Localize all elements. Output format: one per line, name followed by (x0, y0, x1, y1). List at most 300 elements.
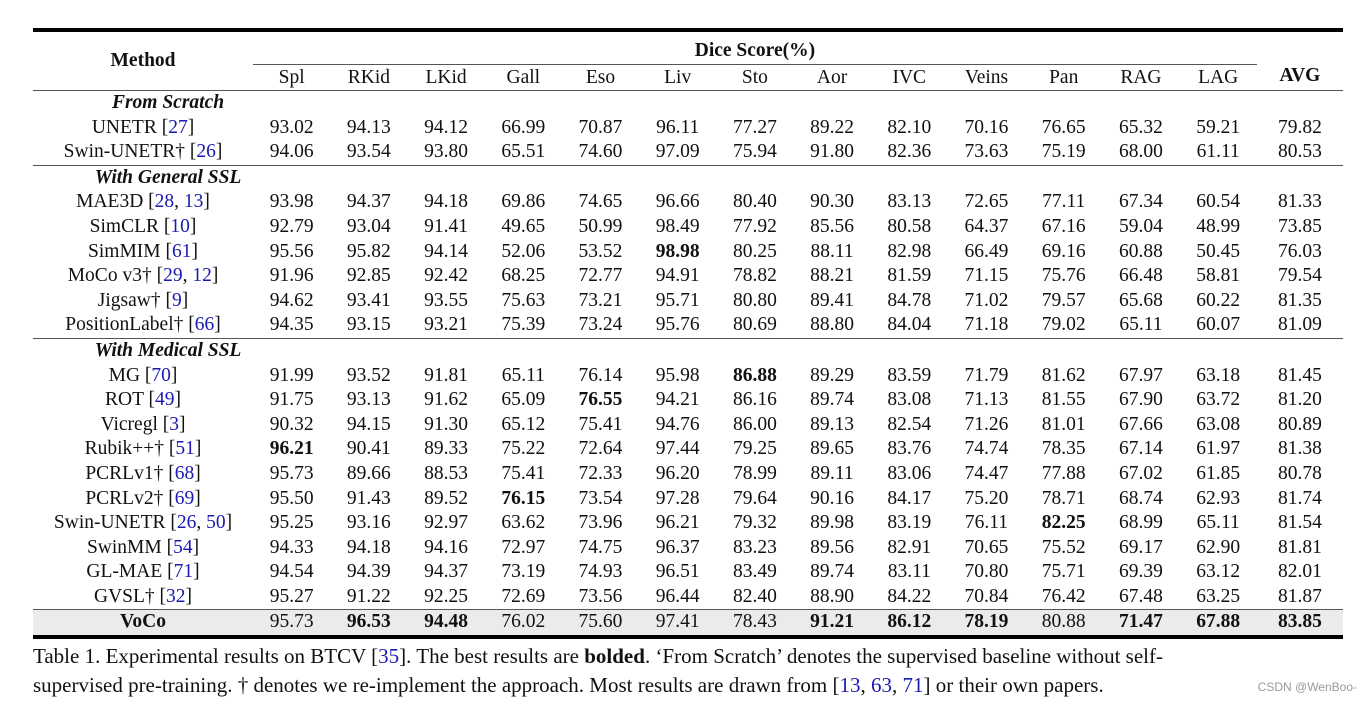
score-cell-lkid: 91.41 (424, 215, 468, 237)
score-cell-sto: 78.82 (732, 265, 777, 287)
score-cell-sto: 78.43 (716, 610, 793, 637)
score-cell-liv: 95.76 (639, 313, 716, 338)
column-header-pan: Pan (1025, 65, 1102, 91)
results-table (33, 28, 1343, 639)
score-cell-ivc: 82.54 (887, 413, 932, 435)
citation-link[interactable]: 54 (173, 536, 193, 558)
citation-link[interactable]: 51 (175, 438, 195, 460)
score-cell-sto: 79.32 (732, 512, 777, 534)
citation-link[interactable]: 26 (196, 141, 216, 163)
score-cell-gall: 75.22 (501, 438, 546, 460)
method-cell: ROT [49] (105, 389, 182, 411)
column-header-aor: Aor (793, 65, 870, 91)
score-cell-pan: 77.88 (1041, 462, 1086, 484)
score-cell-lag: 58.81 (1196, 265, 1241, 287)
score-cell-gall: 75.63 (501, 289, 546, 311)
score-cell-sto: 80.80 (732, 289, 777, 311)
score-cell-pan: 77.11 (1042, 191, 1086, 213)
score-cell-gall: 65.51 (485, 140, 562, 165)
score-cell-veins: 70.80 (964, 561, 1009, 583)
score-cell-aor: 90.16 (810, 487, 855, 509)
score-cell-veins: 71.26 (964, 413, 1009, 435)
empty-cell (871, 338, 948, 363)
citation-link[interactable]: 10 (170, 215, 190, 237)
score-cell-gall: 76.15 (501, 487, 546, 509)
dagger-mark: † (141, 265, 152, 287)
score-cell-lag: 63.25 (1180, 585, 1257, 610)
score-cell-aor: 85.56 (810, 215, 855, 237)
score-cell-rag: 71.47 (1102, 610, 1179, 637)
table-row (33, 560, 1343, 585)
citation-link[interactable]: 50 (206, 512, 226, 534)
empty-cell (716, 165, 793, 190)
empty-cell (1102, 165, 1179, 190)
empty-cell (948, 165, 1025, 190)
score-cell-lag: 60.22 (1196, 289, 1241, 311)
score-cell-gall: 72.69 (485, 585, 562, 610)
score-cell-lkid: 94.14 (424, 240, 468, 262)
score-cell-sto: 80.69 (716, 313, 793, 338)
score-cell-lkid: 94.16 (424, 536, 468, 558)
score-cell-ivc: 84.17 (887, 487, 932, 509)
score-cell-eso: 75.41 (578, 413, 623, 435)
avg-cell: 81.81 (1277, 536, 1322, 558)
empty-cell (793, 338, 870, 363)
score-cell-spl: 91.75 (269, 389, 314, 411)
method-name: UNETR (91, 116, 157, 138)
score-cell-eso: 70.87 (578, 116, 623, 138)
method-cell: MG [70] (108, 364, 178, 386)
caption-text: supervised pre-training. † denotes we re-implement the approach. Most results are drawn from [ (33, 673, 840, 697)
empty-cell (1257, 91, 1343, 116)
score-cell-lkid: 92.97 (424, 512, 468, 534)
citation-link[interactable]: 32 (166, 585, 186, 607)
score-cell-sto: 75.94 (716, 140, 793, 165)
score-cell-spl: 95.73 (269, 462, 314, 484)
score-cell-sto: 77.92 (732, 215, 777, 237)
score-cell-veins: 78.19 (948, 610, 1025, 637)
empty-cell (253, 165, 330, 190)
score-cell-rag: 67.66 (1118, 413, 1163, 435)
citation-link[interactable]: 61 (172, 240, 192, 262)
score-cell-ivc: 86.12 (871, 610, 948, 637)
score-cell-rag: 67.02 (1118, 462, 1163, 484)
score-cell-sto: 79.25 (732, 438, 777, 460)
method-cell: Jigsaw† [9] (97, 289, 189, 311)
empty-cell (253, 338, 330, 363)
table-row (33, 364, 1343, 389)
score-cell-liv: 96.20 (655, 462, 700, 484)
score-cell-lkid: 94.48 (407, 610, 484, 637)
method-cell: PCRLv1† [68] (85, 462, 201, 484)
method-name: Swin-UNETR (63, 141, 176, 163)
citation-link[interactable]: 35 (378, 644, 400, 668)
dice-score-header: Dice Score(%) (253, 30, 1257, 65)
method-name: VoCo (33, 610, 253, 637)
score-cell-rag: 67.90 (1118, 389, 1163, 411)
method-name: Vicregl (100, 413, 158, 435)
citation-link[interactable]: 70 (151, 364, 171, 386)
method-cell: PCRLv2† [69] (85, 487, 201, 509)
empty-cell (948, 338, 1025, 363)
score-cell-aor: 91.21 (793, 610, 870, 637)
dagger-mark: † (173, 314, 184, 336)
empty-cell (639, 165, 716, 190)
score-cell-rkid: 92.85 (346, 265, 391, 287)
score-cell-rag: 60.88 (1118, 240, 1163, 262)
column-header-eso: Eso (562, 65, 639, 91)
avg-cell: 81.74 (1277, 487, 1322, 509)
citation-link[interactable]: 66 (194, 314, 215, 336)
citation-link[interactable]: 71 (173, 561, 194, 583)
score-cell-lkid: 88.53 (424, 462, 468, 484)
table-row (33, 388, 1343, 413)
citation-link[interactable]: 9 (172, 289, 182, 311)
score-cell-lag: 59.21 (1196, 116, 1241, 138)
score-cell-lkid: 93.55 (424, 289, 468, 311)
score-cell-sto: 80.25 (732, 240, 777, 262)
score-cell-rkid: 94.18 (346, 536, 391, 558)
avg-cell: 76.03 (1277, 240, 1322, 262)
table-row (33, 264, 1343, 289)
empty-cell (562, 338, 639, 363)
score-cell-pan: 69.16 (1041, 240, 1086, 262)
column-header-rkid: RKid (330, 65, 407, 91)
score-cell-sto: 82.40 (716, 585, 793, 610)
score-cell-gall: 69.86 (501, 191, 546, 213)
score-cell-ivc: 83.08 (887, 389, 932, 411)
score-cell-liv: 96.21 (655, 512, 700, 534)
table-row (33, 437, 1343, 462)
score-cell-rkid: 94.13 (346, 116, 391, 138)
score-cell-aor: 88.21 (810, 265, 855, 287)
caption-text: Table 1. Experimental results on BTCV [ (33, 644, 379, 668)
empty-cell (1257, 165, 1343, 190)
score-cell-rkid: 94.15 (346, 413, 391, 435)
score-cell-sto: 77.27 (732, 116, 777, 138)
score-cell-spl: 91.96 (269, 265, 314, 287)
score-cell-veins: 74.47 (964, 462, 1009, 484)
method-cell: GVSL† [32] (33, 585, 253, 610)
score-cell-rkid: 94.37 (346, 191, 391, 213)
empty-cell (330, 338, 407, 363)
score-cell-pan: 79.02 (1025, 313, 1102, 338)
score-cell-aor: 89.56 (810, 536, 855, 558)
score-cell-liv: 97.41 (639, 610, 716, 637)
score-cell-liv: 95.71 (655, 289, 700, 311)
section-header-row (33, 165, 1343, 190)
score-cell-rkid: 93.16 (346, 512, 391, 534)
column-header-gall: Gall (485, 65, 562, 91)
score-cell-lag: 61.97 (1196, 438, 1241, 460)
citation-link[interactable]: 3 (169, 413, 179, 435)
score-cell-lkid: 94.37 (424, 561, 468, 583)
method-name: Swin-UNETR (53, 512, 166, 534)
avg-cell: 81.87 (1257, 585, 1343, 610)
score-cell-gall: 49.65 (501, 215, 546, 237)
score-cell-pan: 76.65 (1041, 116, 1086, 138)
score-cell-lkid: 93.80 (407, 140, 484, 165)
score-cell-spl: 94.62 (269, 289, 314, 311)
score-cell-rkid: 93.13 (346, 389, 391, 411)
score-cell-aor: 89.74 (810, 561, 855, 583)
empty-cell (562, 91, 639, 116)
empty-cell (485, 91, 562, 116)
method-cell: SimCLR [10] (89, 215, 197, 237)
score-cell-eso: 74.60 (562, 140, 639, 165)
citation-link[interactable]: 69 (174, 487, 195, 509)
method-name: SwinMM (86, 536, 162, 558)
score-cell-liv: 94.21 (655, 389, 700, 411)
score-cell-eso: 73.21 (578, 289, 623, 311)
score-cell-pan: 79.57 (1041, 289, 1086, 311)
score-cell-pan: 75.19 (1025, 140, 1102, 165)
score-cell-ivc: 83.06 (887, 462, 932, 484)
score-cell-spl: 93.98 (269, 191, 314, 213)
table-row (33, 585, 1343, 610)
score-cell-spl: 92.79 (269, 215, 314, 237)
score-cell-rkid: 96.53 (330, 610, 407, 637)
caption-text: ] or their own papers. (923, 673, 1104, 697)
dagger-mark: † (153, 462, 164, 484)
avg-cell: 80.89 (1277, 413, 1322, 435)
score-cell-spl: 93.02 (269, 116, 314, 138)
table-row (33, 413, 1343, 438)
table-row (33, 190, 1343, 215)
method-name: GL-MAE (86, 561, 163, 583)
score-cell-veins: 64.37 (964, 215, 1009, 237)
score-cell-gall: 66.99 (501, 116, 546, 138)
method-cell: MAE3D [28, 13] (76, 191, 210, 213)
score-cell-aor: 89.65 (810, 438, 855, 460)
score-cell-rkid: 93.15 (330, 313, 407, 338)
score-cell-lag: 60.07 (1180, 313, 1257, 338)
score-cell-aor: 91.80 (793, 140, 870, 165)
score-cell-aor: 90.30 (810, 191, 855, 213)
citation-link[interactable]: 26 (176, 512, 197, 534)
score-cell-eso: 72.77 (578, 265, 623, 287)
score-cell-veins: 74.74 (964, 438, 1009, 460)
score-cell-ivc: 81.59 (887, 265, 932, 287)
dagger-mark: † (150, 289, 161, 311)
score-cell-rag: 65.68 (1118, 289, 1163, 311)
score-cell-eso: 53.52 (578, 240, 623, 262)
score-cell-sto: 83.49 (732, 561, 777, 583)
score-cell-eso: 72.64 (578, 438, 623, 460)
method-name: Rubik++ (84, 438, 155, 460)
score-cell-liv: 96.37 (655, 536, 700, 558)
score-cell-lag: 60.54 (1196, 191, 1241, 213)
score-cell-veins: 71.79 (964, 364, 1009, 386)
avg-header: AVG (1257, 30, 1343, 91)
score-cell-aor: 89.13 (810, 413, 855, 435)
method-cell: Vicregl [3] (100, 413, 186, 435)
score-cell-gall: 65.09 (501, 389, 546, 411)
score-cell-gall: 73.19 (501, 561, 546, 583)
score-cell-gall: 68.25 (501, 265, 546, 287)
citation-link[interactable]: 49 (155, 389, 175, 411)
section-header-row (33, 338, 1343, 363)
empty-cell (716, 338, 793, 363)
results-table-container (33, 28, 1343, 639)
method-name: SimCLR (89, 215, 160, 237)
score-cell-ivc: 80.58 (887, 215, 932, 237)
empty-cell (716, 91, 793, 116)
column-header-lag: LAG (1180, 65, 1257, 91)
column-header-spl: Spl (253, 65, 330, 91)
score-cell-spl: 95.73 (253, 610, 330, 637)
score-cell-rkid: 91.43 (346, 487, 391, 509)
score-cell-lag: 62.93 (1196, 487, 1241, 509)
avg-cell: 81.38 (1277, 438, 1322, 460)
score-cell-veins: 70.16 (964, 116, 1009, 138)
citation-link[interactable]: 13 (183, 191, 204, 213)
citation-link[interactable]: 29 (163, 265, 183, 287)
method-name: MoCo v3 (67, 265, 142, 287)
score-cell-gall: 52.06 (501, 240, 546, 262)
score-cell-lag: 48.99 (1196, 215, 1241, 237)
score-cell-eso: 75.60 (562, 610, 639, 637)
empty-cell (562, 165, 639, 190)
method-cell: UNETR [27] (91, 116, 195, 138)
avg-cell: 80.53 (1257, 140, 1343, 165)
score-cell-eso: 73.54 (578, 487, 623, 509)
score-cell-aor: 89.29 (810, 364, 855, 386)
score-cell-spl: 94.54 (269, 561, 314, 583)
empty-cell (793, 91, 870, 116)
score-cell-rkid: 93.52 (346, 364, 391, 386)
score-cell-rkid: 89.66 (346, 462, 391, 484)
score-cell-eso: 74.65 (578, 191, 623, 213)
column-header-rag: RAG (1102, 65, 1179, 91)
empty-cell (1257, 338, 1343, 363)
score-cell-rag: 67.97 (1118, 364, 1163, 386)
citation-link[interactable]: 12 (192, 265, 212, 287)
empty-cell (330, 91, 407, 116)
empty-cell (407, 338, 484, 363)
score-cell-gall: 63.62 (501, 512, 546, 534)
score-cell-ivc: 82.10 (887, 116, 932, 138)
empty-cell (253, 91, 330, 116)
citation-link[interactable]: 13 (839, 673, 861, 697)
score-cell-lag: 67.88 (1180, 610, 1257, 637)
score-cell-eso: 72.33 (578, 462, 623, 484)
score-cell-veins: 71.02 (964, 289, 1009, 311)
score-cell-eso: 74.93 (578, 561, 623, 583)
score-cell-rkid: 93.54 (330, 140, 407, 165)
score-cell-eso: 76.14 (578, 364, 623, 386)
score-cell-aor: 88.11 (810, 240, 854, 262)
score-cell-lag: 50.45 (1196, 240, 1241, 262)
empty-cell (1180, 165, 1257, 190)
table-row (33, 215, 1343, 240)
avg-cell: 81.45 (1277, 364, 1322, 386)
avg-cell: 80.78 (1277, 462, 1322, 484)
empty-cell (1025, 338, 1102, 363)
citation-link[interactable]: 71 (902, 673, 924, 697)
citation-link[interactable]: 27 (168, 116, 188, 138)
column-header-lkid: LKid (407, 65, 484, 91)
score-cell-rkid: 95.82 (346, 240, 391, 262)
score-cell-rag: 68.00 (1102, 140, 1179, 165)
method-name: Jigsaw (97, 289, 151, 311)
citation-link[interactable]: 63 (871, 673, 892, 697)
citation-link[interactable]: 68 (174, 462, 195, 484)
score-cell-lkid: 89.52 (424, 487, 468, 509)
empty-cell (639, 91, 716, 116)
score-cell-veins: 71.15 (964, 265, 1009, 287)
score-cell-lag: 63.12 (1196, 561, 1241, 583)
score-cell-ivc: 82.36 (871, 140, 948, 165)
score-cell-spl: 94.35 (253, 313, 330, 338)
method-cell: SimMIM [61] (88, 240, 199, 262)
score-cell-rag: 65.32 (1118, 116, 1163, 138)
score-cell-ivc: 83.19 (887, 512, 932, 534)
dagger-mark: † (175, 141, 186, 163)
score-cell-veins: 73.63 (948, 140, 1025, 165)
score-cell-spl: 91.99 (269, 364, 314, 386)
empty-cell (1180, 91, 1257, 116)
score-cell-lkid: 91.62 (424, 389, 468, 411)
table-row (33, 536, 1343, 561)
avg-cell: 73.85 (1277, 215, 1322, 237)
section-label: From Scratch (111, 92, 225, 113)
empty-cell (330, 165, 407, 190)
score-cell-eso: 73.96 (578, 512, 623, 534)
score-cell-gall: 72.97 (501, 536, 546, 558)
score-cell-sto: 86.00 (732, 413, 777, 435)
score-cell-spl: 94.06 (253, 140, 330, 165)
score-cell-veins: 76.11 (964, 512, 1009, 534)
avg-cell: 79.82 (1277, 116, 1322, 138)
table-row (33, 116, 1343, 141)
method-name: PositionLabel (65, 314, 174, 336)
score-cell-lkid: 92.25 (407, 585, 484, 610)
citation-link[interactable]: 28 (154, 191, 175, 213)
empty-cell (1025, 165, 1102, 190)
score-cell-pan: 67.16 (1041, 215, 1086, 237)
score-cell-liv: 96.44 (639, 585, 716, 610)
empty-cell (407, 91, 484, 116)
table-row (33, 487, 1343, 512)
score-cell-spl: 94.33 (269, 536, 314, 558)
section-header-row (33, 91, 1343, 116)
method-cell: Rubik++† [51] (84, 438, 202, 460)
score-cell-liv: 96.11 (656, 116, 700, 138)
avg-cell: 79.54 (1277, 265, 1322, 287)
score-cell-lkid: 91.81 (424, 364, 468, 386)
avg-cell: 83.85 (1257, 610, 1343, 637)
score-cell-pan: 75.52 (1041, 536, 1086, 558)
method-cell: GL-MAE [71] (86, 561, 200, 583)
score-cell-ivc: 84.78 (887, 289, 932, 311)
score-cell-pan: 75.76 (1041, 265, 1086, 287)
score-cell-ivc: 82.98 (887, 240, 932, 262)
score-cell-rag: 68.74 (1118, 487, 1163, 509)
score-cell-eso: 73.24 (562, 313, 639, 338)
score-cell-aor: 89.41 (810, 289, 855, 311)
method-name: ROT (105, 389, 144, 411)
score-cell-aor: 89.11 (810, 462, 854, 484)
dagger-mark: † (154, 438, 165, 460)
score-cell-lkid: 93.21 (407, 313, 484, 338)
column-header-sto: Sto (716, 65, 793, 91)
score-cell-lkid: 91.30 (424, 413, 468, 435)
method-cell: PositionLabel† [66] (33, 313, 253, 338)
score-cell-liv: 96.66 (655, 191, 700, 213)
dagger-mark: † (144, 585, 155, 607)
score-cell-ivc: 83.11 (887, 561, 931, 583)
